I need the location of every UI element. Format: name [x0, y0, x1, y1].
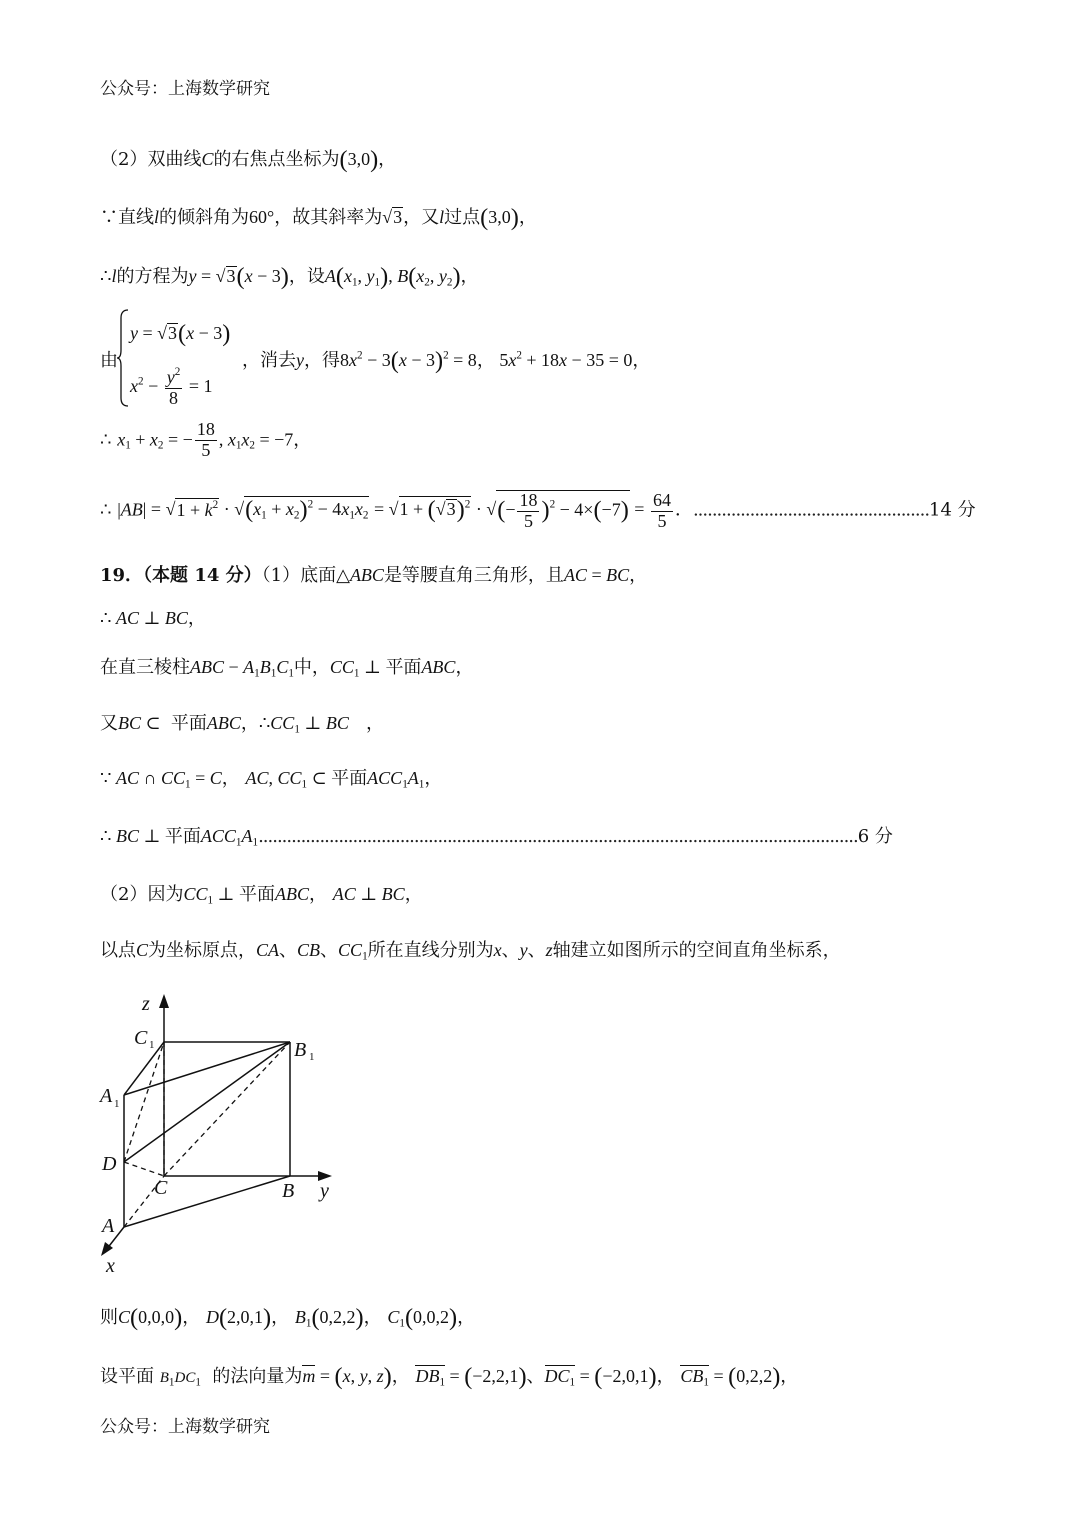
p19-line-4: 又BC ⊂ 平面ABC，$\therefore CC_1$ ⊥ BC ， [100, 713, 385, 736]
text: 是等腰直角三角形，且 [383, 565, 564, 586]
text: 中， [293, 657, 330, 678]
p18-line-4-tail: ，消去y，得$8x^2 - 3(x - 3)^2 = 8$， $5x^2 + 18x - 35 = 0$， [242, 347, 651, 374]
system-row-2: $x^2$ − $\frac{y^2}{8}$ = 1 [130, 366, 213, 408]
text: 则 [100, 1307, 118, 1329]
text: ∴ [100, 266, 112, 288]
text: 、 [320, 940, 339, 961]
footer-text: 公众号：上海数学研究 [100, 1417, 270, 1437]
label-c1: C [134, 1027, 148, 1049]
text: 的倾斜角为 [159, 207, 250, 229]
p19-line-2: ∴ AC ⊥ BC， [100, 608, 206, 629]
text: ，消去 [242, 350, 296, 372]
label-a1: A [100, 1085, 113, 1107]
p19-line-5: ∵ AC ∩ $CC_1 = C$， AC, $CC_1$ ⊂ 平面$ACC_1A_1$， [100, 768, 443, 791]
text: ，得 [304, 350, 340, 372]
text: 、 [279, 940, 298, 961]
text: 以点 [100, 940, 136, 961]
p19-part2-line-1: （2）因为$CC_1$ ⊥ 平面ABC， AC ⊥ BC， [100, 884, 423, 907]
text: ∴ [100, 429, 112, 451]
label-x: x [106, 1255, 115, 1275]
text: 平面 [385, 657, 422, 678]
text: （2）双曲线 [100, 149, 202, 171]
label-c1-sub: 1 [149, 1039, 155, 1051]
p18-line-2: ∵直线l的倾斜角为60°，故其斜率为√3，又l过点(3,0)， [100, 204, 537, 231]
label-b1: B [294, 1039, 307, 1061]
text: 过点 [444, 207, 481, 229]
p19-line-6: ∴ BC ⊥ 平面$ACC_1A_1$...............................................................................................................................6 分 [100, 826, 893, 849]
text: ，又 [403, 207, 440, 229]
text: 由 [100, 350, 118, 371]
z-arrow-icon [159, 994, 169, 1008]
text: 的法向量为 [212, 1366, 303, 1388]
score-label: 14 分 [929, 499, 976, 521]
label-b1-sub: 1 [309, 1051, 315, 1063]
label-d: D [102, 1153, 117, 1175]
text: ，设 [288, 266, 325, 288]
label-a1-sub: 1 [114, 1098, 120, 1110]
problem-title: 19．（本题 14 分） [100, 565, 262, 586]
text: 平面 [170, 713, 207, 734]
label-c: C [154, 1177, 168, 1199]
system-row-1: y = √3(x − 3) [130, 320, 231, 347]
p18-line-6: ∴ $|AB| = √1 + k^2 \cdot √(x_1 + x_2)^2 - 4x_1x_2 = √1 + (√3)^2$ · √(− $\frac{18}{5}$ )$^2$ − 4×(−7) = $\frac{64}{5}$ ．..................................................14 分 [100, 490, 976, 531]
text: 轴建立如图所示的空间直角坐标系， [552, 940, 841, 961]
text: 为坐标原点， [148, 940, 257, 961]
text: ∴ [100, 499, 112, 521]
p18-line-3: ∴l的方程为y = √3(x − 3)，设$A(x_1$, $y_1$), $B(x_2$, $y_2$)， [100, 263, 479, 290]
left-brace-icon [116, 308, 130, 408]
label-a: A [102, 1215, 115, 1237]
label-z: z [142, 993, 150, 1015]
text: 在直三棱柱 [100, 657, 190, 678]
p19-part2-line-2: 以点C为坐标原点，CA、CB、$CC_1$所在直线分别为x、y、z轴建立如图所示的空间直角坐标系， [100, 940, 841, 963]
p18-line-5: ∴ $x_1 + x_2$ = − $\frac{18}{5}$ , $x_1x_2 = -7$， [100, 419, 312, 460]
text: 平面 [238, 884, 275, 905]
text: 又 [100, 713, 118, 734]
normal-vector-line: 设平面 $B_1DC_1$ 的法向量为m = (x, y, z)， $DB_1 = (-2,2,1)$、$DC_1 = (-2,0,1)$， $CB_1 = (0,2,2)$， [100, 1363, 799, 1390]
text: 的右焦点坐标为 [213, 149, 340, 171]
prism-figure [96, 990, 366, 1275]
text: （1）底面 [261, 565, 337, 586]
p19-line-1: 19．（本题 14 分）（1）底面△ABC是等腰直角三角形，且AC = BC， [100, 565, 648, 586]
label-y: y [320, 1180, 329, 1202]
text: ∵直线 [100, 207, 154, 229]
header-text: 公众号：上海数学研究 [100, 79, 270, 99]
text: （2）因为 [100, 884, 184, 905]
p19-line-3: 在直三棱柱ABC − $A_1B_1C_1$中，$CC_1$ ⊥ 平面ABC， [100, 657, 474, 680]
score-label: 6 分 [857, 826, 893, 847]
text: 设平面 [100, 1366, 154, 1388]
text: 平面 [331, 768, 368, 789]
text: 的方程为 [116, 266, 189, 288]
label-b: B [282, 1180, 295, 1202]
text: 平面 [164, 826, 201, 847]
p18-line-1: （2）双曲线C的右焦点坐标为(3,0)， [100, 146, 397, 173]
coords-line: 则C(0,0,0)， D(2,0,1)， $B_1(0,2,2)$， $C_1(0,0,2)$， [100, 1304, 476, 1331]
text: 所在直线分别为 [367, 940, 494, 961]
text: 、 [526, 1366, 545, 1388]
text: ，故其斜率为 [274, 207, 383, 229]
